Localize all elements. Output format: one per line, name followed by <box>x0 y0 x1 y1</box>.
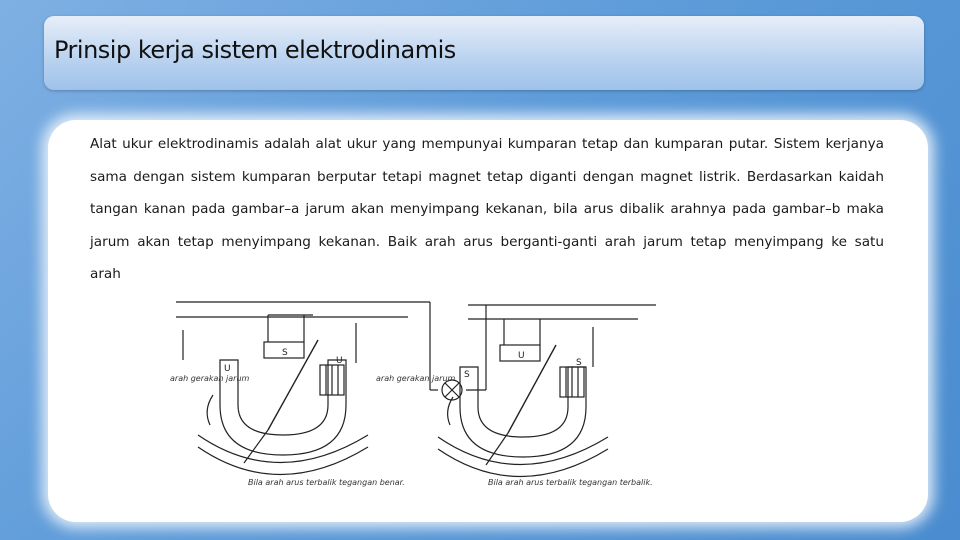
left-pole-left: U <box>224 364 231 374</box>
slide-title: Prinsip kerja sistem elektrodinamis <box>54 36 456 64</box>
electrodynamic-diagram <box>168 285 662 521</box>
right-pole-top: U <box>518 351 525 361</box>
content-panel <box>48 120 928 522</box>
left-caption: Bila arah arus terbalik tegangan benar. <box>248 478 405 487</box>
right-scale-arc <box>438 437 608 465</box>
right-needle <box>508 345 556 433</box>
left-pole-top: S <box>282 348 288 358</box>
left-arrow-label: arah gerakan jarum <box>170 374 250 383</box>
right-caption: Bila arah arus terbalik tegangan terbalik. <box>488 478 653 487</box>
right-pole-left: S <box>464 370 470 380</box>
right-u-magnet <box>460 367 586 457</box>
left-scale-arc <box>198 435 368 463</box>
left-needle <box>268 340 318 430</box>
right-arrow-label: arah gerakan jarum <box>376 374 456 383</box>
left-pole-right: U <box>336 356 343 366</box>
body-paragraph: Alat ukur elektrodinamis adalah alat ukur yang mempunyai kumparan tetap dan kumparan putar. Sistem kerjanya sama dengan sistem kumparan berputar tetapi magnet tetap diganti dengan magnet listrik. Berdasarkan kaidah tangan kanan pada gambar–a jarum akan menyimpang kekanan, bila arus dibalik arahnya pada gambar–b maka jarum akan tetap menyimpang kekanan. Baik arah arus berganti-ganti arah jarum tetap menyimpang ke satu arah <box>90 136 884 282</box>
diagram-svg <box>168 285 662 521</box>
right-pole-right: S <box>576 358 582 368</box>
title-bar <box>44 16 924 90</box>
